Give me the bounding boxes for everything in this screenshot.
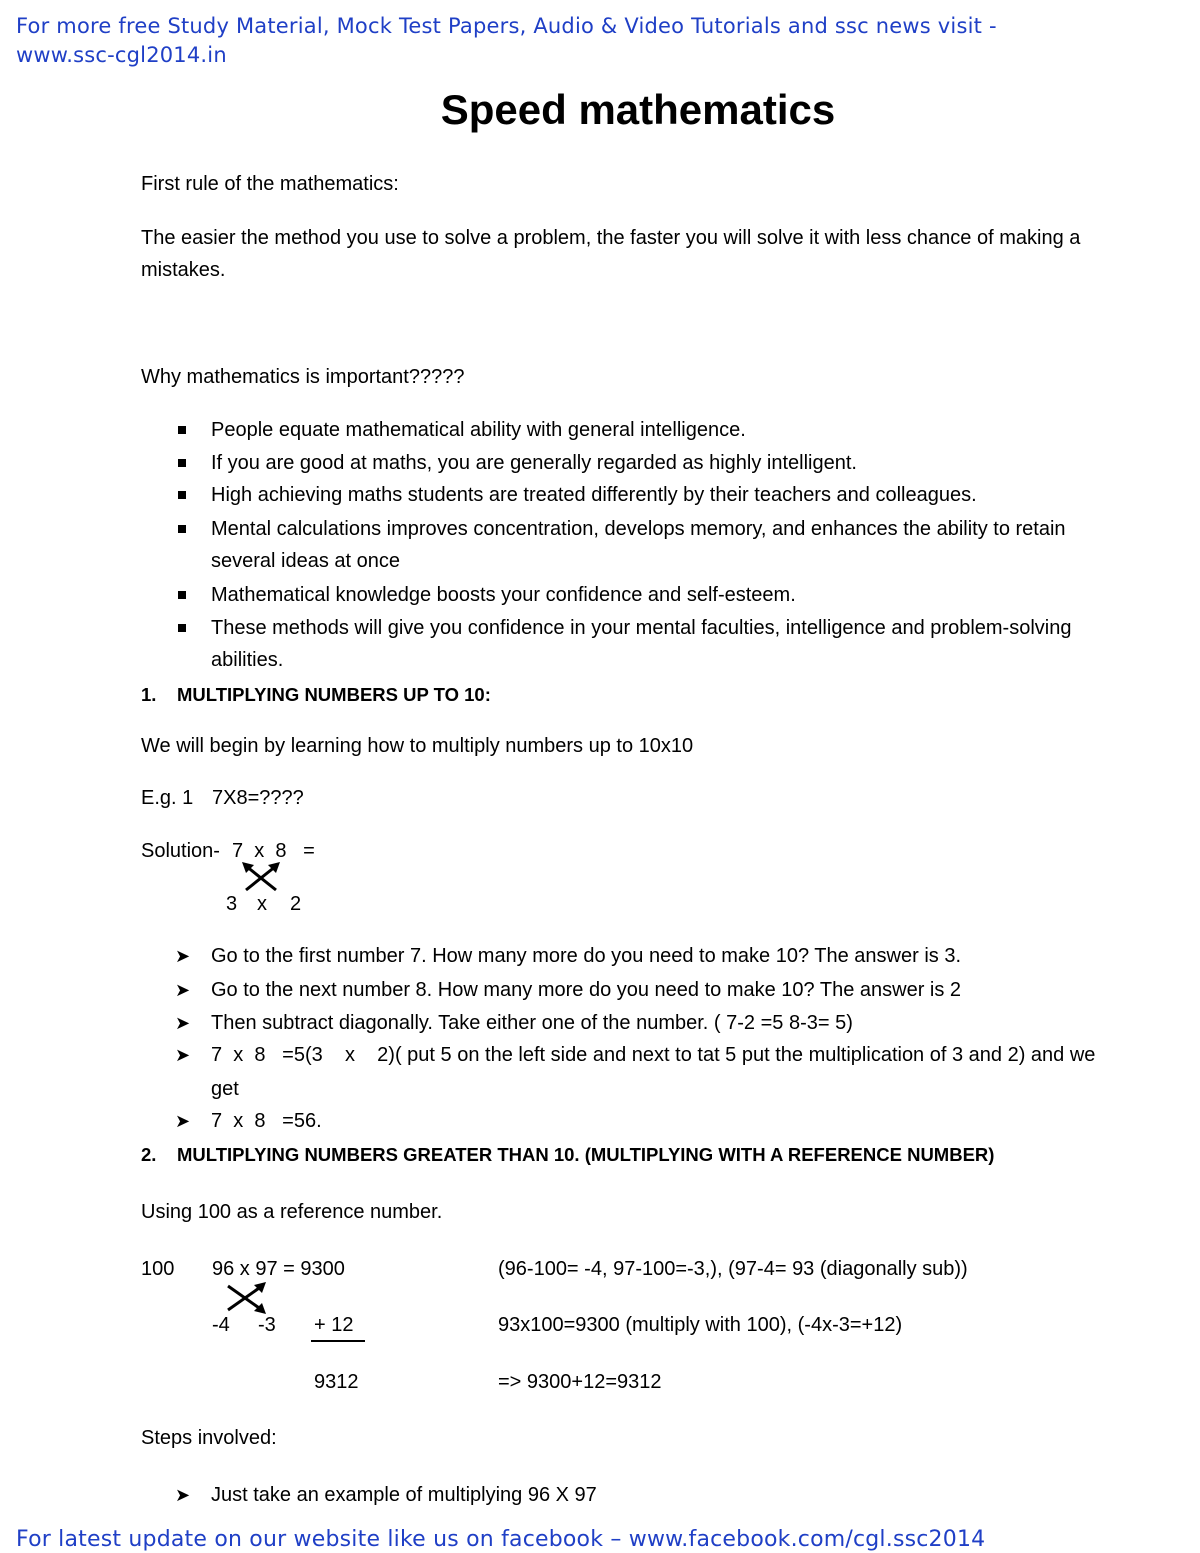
list-item: If you are good at maths, you are generally regarded as highly intelligent. — [211, 452, 857, 474]
example-label: E.g. 1 — [141, 787, 194, 809]
arrow-bullet-icon: ➤ — [175, 1111, 191, 1132]
sum-underline — [311, 1340, 365, 1342]
top-banner-link[interactable]: www.ssc-cgl2014.in — [16, 43, 227, 67]
rule-text-line1: The easier the method you use to solve a problem, the faster you will solve it with less chance of making a — [141, 227, 1081, 249]
square-bullet-icon — [178, 491, 186, 499]
steps-heading: Steps involved: — [141, 1427, 277, 1449]
list-item-continuation: several ideas at once — [211, 550, 401, 572]
list-item: Go to the next number 8. How many more do you need to make 10? The answer is 2 — [211, 979, 962, 1001]
rule-text-line2: mistakes. — [141, 259, 226, 281]
note-1: (96-100= -4, 97-100=-3,), (97-4= 93 (diagonally sub)) — [498, 1258, 968, 1280]
top-banner-line1: For more free Study Material, Mock Test Papers, Audio & Video Tutorials and ssc news visit - — [16, 14, 997, 38]
square-bullet-icon — [178, 624, 186, 632]
page-title: Speed mathematics — [440, 86, 836, 133]
arrow-bullet-icon: ➤ — [175, 980, 191, 1001]
under-right: -3 — [258, 1314, 276, 1336]
arrow-bullet-icon: ➤ — [175, 1485, 191, 1506]
arrow-bullet-icon: ➤ — [175, 1045, 191, 1066]
cross-arrows-icon — [222, 1282, 268, 1314]
list-item: Then subtract diagonally. Take either one of the number. ( 7-2 =5 8-3= 5) — [211, 1012, 853, 1034]
square-bullet-icon — [178, 459, 186, 467]
reference-number: 100 — [141, 1258, 175, 1280]
note-2: 93x100=9300 (multiply with 100), (-4x-3=+12) — [498, 1314, 903, 1336]
under-left: -4 — [212, 1314, 230, 1336]
solution-expression: 7 x 8 = — [232, 840, 315, 862]
list-item-continuation: get — [211, 1078, 239, 1100]
arrow-bullet-icon: ➤ — [175, 946, 191, 967]
list-item: Mental calculations improves concentration, develops memory, and enhances the ability to retain — [211, 518, 1066, 540]
list-item: High achieving maths students are treated differently by their teachers and colleagues. — [211, 484, 977, 506]
bottom-banner[interactable]: For latest update on our website like us on facebook – www.facebook.com/cgl.ssc2014 — [16, 1527, 986, 1552]
section1-heading: MULTIPLYING NUMBERS UP TO 10: — [177, 684, 491, 705]
solution-label: Solution- — [141, 840, 220, 862]
solution-under-mid: x — [257, 893, 267, 915]
arrow-bullet-icon: ➤ — [175, 1013, 191, 1034]
list-item: People equate mathematical ability with general intelligence. — [211, 419, 746, 441]
section2-heading: MULTIPLYING NUMBERS GREATER THAN 10. (MULTIPLYING WITH A REFERENCE NUMBER) — [177, 1144, 995, 1165]
square-bullet-icon — [178, 591, 186, 599]
section2-number: 2. — [141, 1144, 157, 1165]
list-item: 7 x 8 =56. — [211, 1110, 322, 1132]
total: 9312 — [314, 1371, 359, 1393]
section1-number: 1. — [141, 684, 157, 705]
square-bullet-icon — [178, 525, 186, 533]
why-heading: Why mathematics is important????? — [141, 366, 465, 388]
example-problem: 7X8=???? — [212, 787, 304, 809]
list-item: 7 x 8 =5(3 x 2)( put 5 on the left side and next to tat 5 put the multiplication of 3 and 2) and we — [211, 1044, 1096, 1066]
note-3: => 9300+12=9312 — [498, 1371, 662, 1393]
list-item: These methods will give you confidence in your mental faculties, intelligence and problem-solving — [211, 617, 1072, 639]
section2-intro: Using 100 as a reference number. — [141, 1201, 443, 1223]
square-bullet-icon — [178, 426, 186, 434]
list-item: Just take an example of multiplying 96 X 97 — [211, 1484, 597, 1506]
list-item: Go to the first number 7. How many more do you need to make 10? The answer is 3. — [211, 945, 962, 967]
rule-heading: First rule of the mathematics: — [141, 173, 399, 195]
solution-under-left: 3 — [226, 893, 238, 915]
addend: + 12 — [314, 1314, 354, 1336]
cross-arrows-icon — [240, 862, 282, 894]
section1-intro: We will begin by learning how to multiply numbers up to 10x10 — [141, 735, 694, 757]
reference-expression: 96 x 97 = 9300 — [212, 1258, 345, 1280]
list-item-continuation: abilities. — [211, 649, 284, 671]
solution-under-right: 2 — [290, 893, 302, 915]
list-item: Mathematical knowledge boosts your confidence and self-esteem. — [211, 584, 796, 606]
